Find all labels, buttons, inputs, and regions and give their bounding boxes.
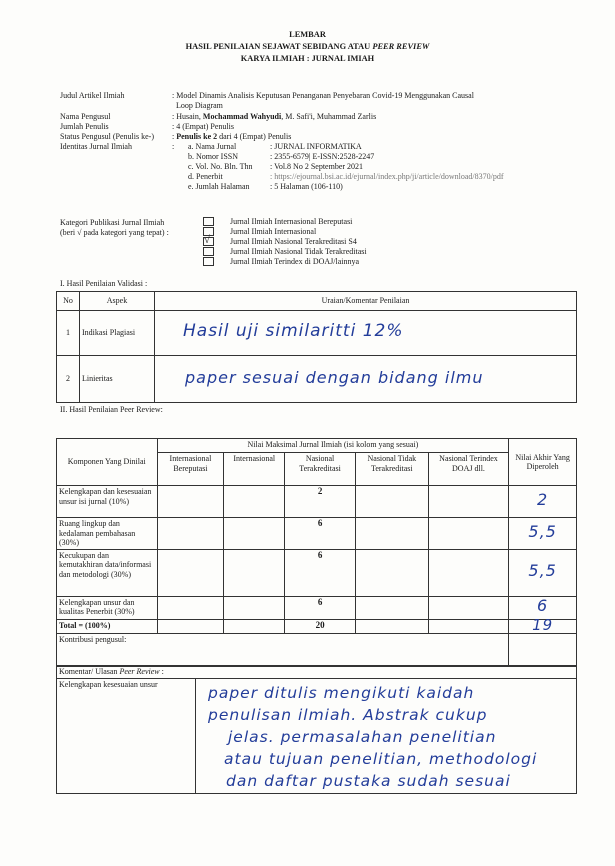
col-aspek-header: Aspek xyxy=(80,292,155,311)
maks-cell: 6 xyxy=(285,518,356,550)
handwritten-line: atau tujuan penelitian, methodologi xyxy=(224,749,538,768)
pengusul-label: Nama Pengusul xyxy=(60,112,111,121)
identitas-value: : Vol.8 No 2 September 2021 xyxy=(270,162,364,171)
row-komentar-cell xyxy=(155,311,577,356)
handwritten-total: 19 xyxy=(532,615,554,634)
total-akhir-cell xyxy=(509,615,577,634)
subcol-header: Nasional Tidak Terakreditasi xyxy=(355,453,428,486)
identitas-row xyxy=(188,152,608,162)
maks-cell: 2 xyxy=(285,486,356,518)
handwritten-score: 6 xyxy=(537,596,549,616)
judul-label: Judul Artikel Ilmiah xyxy=(60,91,125,100)
komentar-heading-main: Komentar/ Ulasan xyxy=(59,667,120,676)
maks-cell: 6 xyxy=(285,549,356,596)
subcol-header: Internasional xyxy=(224,453,285,486)
status-post: dari 4 (Empat) Penulis xyxy=(217,132,292,141)
identitas-row xyxy=(188,182,608,192)
col-akhir-header: Nilai Akhir Yang Diperoleh xyxy=(509,439,577,486)
subcol-header: Nasional Terakreditasi xyxy=(285,453,356,486)
kategori-option-label: Jurnal Ilmiah Internasional xyxy=(230,227,317,236)
identitas-list xyxy=(188,142,608,192)
maks-cell: 6 xyxy=(285,596,356,619)
komponen-cell: Kelengkapan dan kesesuaian unsur isi jurnal (10%) xyxy=(57,486,158,518)
komentar-heading xyxy=(57,666,577,679)
identitas-key: a. Nama Jurnal xyxy=(188,142,237,151)
komentar-label: Kelengkapan kesesuaian unsur xyxy=(57,678,196,793)
checkbox[interactable] xyxy=(203,234,214,246)
kategori-option-label: Jurnal Ilmiah Nasional Terakreditasi S4 xyxy=(230,237,357,246)
komponen-cell: Ruang lingkup dan kedalaman pembahasan (30%) xyxy=(57,518,158,550)
table-row xyxy=(57,518,577,550)
identitas-key: c. Vol. No. Bln. Thn xyxy=(188,162,253,171)
komentar-table xyxy=(56,665,577,794)
row-no: 2 xyxy=(57,356,80,403)
identitas-value: : 2355-6579| E-ISSN:2528-2247 xyxy=(270,152,375,161)
handwritten-comment: Hasil uji similaritti 12% xyxy=(183,321,404,342)
checkbox[interactable] xyxy=(203,217,214,226)
identitas-row xyxy=(188,142,608,152)
validasi-heading: I. Hasil Penilaian Validasi : xyxy=(60,279,148,288)
total-label: Total = (100%) xyxy=(57,619,158,634)
handwritten-line: paper ditulis mengikuti kaidah xyxy=(208,683,475,702)
kontribusi-row xyxy=(57,634,577,667)
pengusul-post: , M. Safi'i, Muhammad Zarlis xyxy=(281,112,377,121)
handwritten-line: dan daftar pustaka sudah sesuai xyxy=(226,771,511,790)
doc-title-line1: LEMBAR xyxy=(289,30,326,39)
identitas-value: : JURNAL INFORMATIKA xyxy=(270,142,362,151)
doc-title-line3: KARYA ILMIAH : JURNAL IMIAH xyxy=(240,54,375,63)
pengusul-value xyxy=(172,112,376,122)
row-komentar-cell xyxy=(155,356,577,403)
identitas-key: d. Penerbit xyxy=(188,172,223,181)
status-bold: Penulis ke 2 xyxy=(176,132,218,141)
doc-title-line2 xyxy=(0,42,615,52)
table-row xyxy=(57,486,577,518)
row-no: 1 xyxy=(57,311,80,356)
akhir-cell xyxy=(509,486,577,518)
col-uraian-header: Uraian/Komentar Penilaian xyxy=(155,292,577,311)
handwritten-score: 5,5 xyxy=(528,522,557,541)
pengusul-bold: Mochammad Wahyudi xyxy=(202,112,282,121)
akhir-cell xyxy=(509,549,577,596)
identitas-key: b. Nomor ISSN xyxy=(188,152,239,161)
handwritten-line: jelas. permasalahan penelitian xyxy=(228,727,497,746)
doc-title-line2-italic: PEER REVIEW xyxy=(372,42,430,51)
validasi-table xyxy=(56,291,577,403)
row-aspek: Indikasi Plagiasi xyxy=(80,311,155,356)
review-heading: II. Hasil Penilaian Peer Review: xyxy=(60,405,163,414)
komentar-heading-colon: : xyxy=(159,667,164,676)
status-pre: : xyxy=(172,132,177,141)
status-value xyxy=(172,132,291,142)
col-komponen-header: Komponen Yang Dinilai xyxy=(57,439,158,486)
kategori-option-label: Jurnal Ilmiah Nasional Tidak Terakreditasi xyxy=(230,247,367,256)
subcol-header: Internasional Bereputasi xyxy=(157,453,224,486)
subcol-header: Nasional Terindex DOAJ dll. xyxy=(428,453,509,486)
table-row xyxy=(57,356,577,403)
identitas-colon: : xyxy=(172,142,175,151)
total-row xyxy=(57,619,577,634)
col-group-header: Nilai Maksimal Jurnal Ilmiah (isi kolom yang sesuai) xyxy=(157,439,509,453)
pengusul-pre: : Husain, xyxy=(172,112,203,121)
checkbox[interactable] xyxy=(203,257,214,266)
doc-title-line2-main: HASIL PENILAIAN SEJAWAT SEBIDANG ATAU xyxy=(185,42,371,51)
jumlah-value: : 4 (Empat) Penulis xyxy=(172,122,234,131)
identitas-row xyxy=(188,162,608,172)
col-no-header: No xyxy=(57,292,80,311)
kategori-label-note: (beri √ pada kategori yang tepat) : xyxy=(60,228,169,237)
check-mark-icon: √ xyxy=(204,234,211,246)
handwritten-line: penulisan ilmiah. Abstrak cukup xyxy=(208,705,488,724)
handwritten-score: 5,5 xyxy=(528,561,557,581)
handwritten-score: 2 xyxy=(537,490,549,510)
total-maks: 20 xyxy=(285,619,356,634)
table-row xyxy=(57,596,577,619)
handwritten-comment: paper sesuai dengan bidang ilmu xyxy=(185,367,484,387)
kategori-label: Kategori Publikasi Jurnal Ilmiah xyxy=(60,218,165,227)
komentar-body xyxy=(196,678,577,793)
review-table xyxy=(56,438,577,667)
identitas-row xyxy=(188,172,608,182)
status-label: Status Pengusul (Penulis ke-) xyxy=(60,132,154,141)
table-row xyxy=(57,311,577,356)
row-aspek: Linieritas xyxy=(80,356,155,403)
komponen-cell: Kelengkapan unsur dan kualitas Penerbit (30%) xyxy=(57,596,158,619)
judul-value-cont: Loop Diagram xyxy=(176,101,223,110)
kategori-option-label: Jurnal Ilmiah Terindex di DOAJ/lainnya xyxy=(230,257,360,266)
identitas-key: e. Jumlah Halaman xyxy=(188,182,250,191)
komentar-heading-italic: Peer Review xyxy=(119,667,160,676)
identitas-value: : 5 Halaman (106-110) xyxy=(270,182,343,191)
komponen-cell: Kecukupan dan kemutakhiran data/informasi dan metodologi (30%) xyxy=(57,549,158,596)
akhir-cell xyxy=(509,518,577,550)
kontribusi-label: Kontribusi pengusul: xyxy=(57,634,509,667)
kategori-option-label: Jurnal Ilmiah Internasional Bereputasi xyxy=(230,217,353,226)
identitas-value: : https://ejournal.bsi.ac.id/ejurnal/index.php/ji/article/download/8370/pdf xyxy=(270,172,504,181)
identitas-label: Identitas Jurnal Ilmiah xyxy=(60,142,132,151)
judul-value: : Model Dinamis Analisis Keputusan Penanganan Penyebaran Covid-19 Menggunakan Causal xyxy=(172,91,474,100)
jumlah-label: Jumlah Penulis xyxy=(60,122,109,131)
checkbox[interactable] xyxy=(203,247,214,256)
table-row xyxy=(57,549,577,596)
